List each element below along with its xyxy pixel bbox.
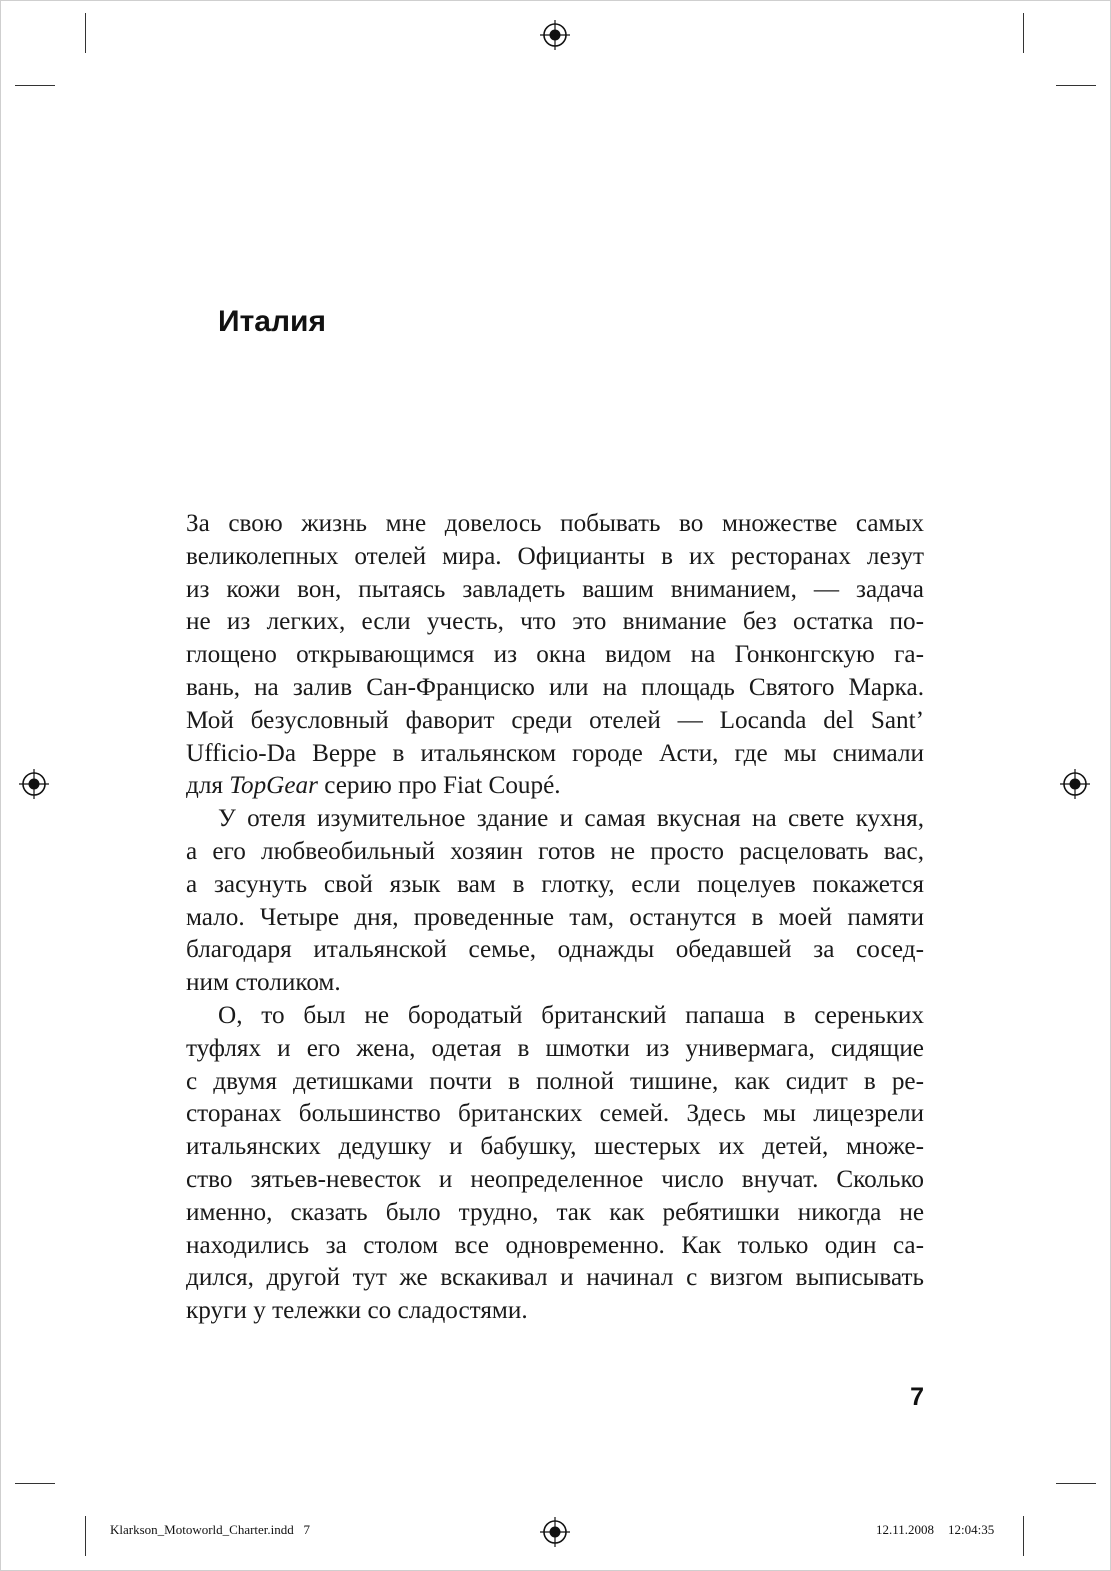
show-title: TopGear — [229, 772, 318, 800]
crop-mark-top-left-h — [15, 85, 55, 86]
text-line: туфлях и его жена, одетая в шмотки из универмага, сидящие — [186, 1034, 924, 1062]
text-line: ство зятьев-невесток и неопределенное число внучат. Сколько — [186, 1165, 924, 1193]
slug-file: Klarkson_Motoworld_Charter.indd 7 — [110, 1522, 311, 1537]
paragraph — [186, 508, 924, 803]
crop-mark-bottom-right-h — [1056, 1483, 1096, 1484]
registration-mark-bottom-icon — [540, 1517, 570, 1547]
paragraph — [186, 1000, 924, 1328]
text-line: мало. Четыре дня, проведенные там, останутся в моей памяти — [186, 903, 924, 931]
slug-date: 12.11.2008 — [876, 1522, 935, 1537]
text-line: не из легких, если учесть, что это внимание без остатка по- — [186, 608, 924, 636]
text-line: Мой безусловный фаворит среди отелей — Locanda del Sant’ — [186, 706, 924, 734]
page-number: 7 — [910, 1383, 924, 1411]
text-line: О, то был не бородатый британский папаша в сереньких — [218, 1001, 924, 1029]
text-run: для — [186, 772, 230, 800]
text-line: а его любвеобильный хозяин готов не просто расцеловать вас, — [186, 837, 924, 865]
slug-time: 12:04:35 — [948, 1522, 995, 1537]
registration-mark-top-icon — [540, 20, 570, 50]
text-line: из кожи вон, пытаясь завладеть вашим вниманием, — задача — [186, 575, 924, 603]
text-line: с двумя детишками почти в полной тишине, как сидит в ре- — [186, 1067, 924, 1095]
chapter-title: Италия — [218, 305, 326, 338]
text-line: глощено открывающимся из окна видом на Гонконгскую га- — [186, 641, 924, 669]
crop-mark-bottom-left — [85, 1516, 86, 1556]
crop-mark-top-right — [1023, 13, 1024, 53]
crop-mark-top-left — [85, 13, 86, 53]
text-line: находились за столом все одновременно. Как только один са- — [186, 1231, 924, 1259]
text-line: великолепных отелей мира. Официанты в их ресторанах лезут — [186, 542, 924, 570]
text-line: Ufficio-Da Beppe в итальянском городе Асти, где мы снимали — [186, 739, 924, 767]
text-line: а засунуть свой язык вам в глотку, если поцелуев покажется — [186, 870, 924, 898]
text-line: именно, сказать было трудно, так как ребятишки никогда не — [186, 1198, 924, 1226]
text-line: дился, другой тут же вскакивал и начинал с визгом выписывать — [186, 1264, 924, 1292]
paragraph — [186, 803, 924, 1000]
text-line — [186, 770, 924, 803]
text-run: серию про Fiat Coupé. — [317, 772, 561, 800]
body-text — [186, 508, 924, 1328]
crop-mark-top-right-h — [1056, 85, 1096, 86]
text-line: У отеля изумительное здание и самая вкусная на свете кухня, — [218, 805, 924, 833]
crop-mark-bottom-left-h — [15, 1483, 55, 1484]
text-line: итальянских дедушку и бабушку, шестерых их детей, множе- — [186, 1133, 924, 1161]
text-line: благодаря итальянской семье, однажды обедавшей за сосед- — [186, 936, 924, 964]
text-line: вань, на залив Сан-Франциско или на площадь Святого Марка. — [186, 673, 924, 701]
crop-mark-bottom-right — [1023, 1516, 1024, 1556]
registration-mark-right-icon — [1060, 769, 1090, 799]
text-line: ним столиком. — [186, 969, 341, 997]
text-line: За свою жизнь мне довелось побывать во множестве самых — [186, 510, 924, 537]
registration-mark-left-icon — [19, 769, 49, 799]
text-line: круги у тележки со сладостями. — [186, 1297, 528, 1325]
text-line: сторанах большинство британских семей. Здесь мы лицезрели — [186, 1100, 924, 1128]
